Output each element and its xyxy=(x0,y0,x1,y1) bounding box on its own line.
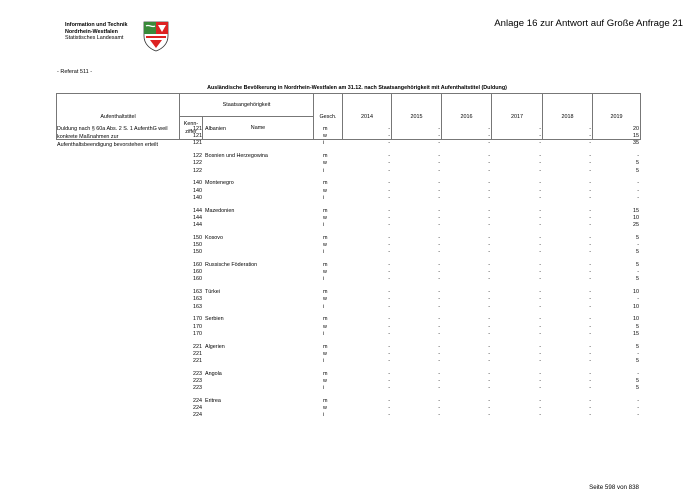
value-cell-2018: - xyxy=(589,187,591,194)
value-cell-2014: - xyxy=(388,316,390,323)
value-cell-2018: - xyxy=(589,269,591,276)
value-cell-2015: - xyxy=(438,207,440,214)
kennziffer-cell: 150 xyxy=(193,249,202,256)
value-cell-2019: 35 xyxy=(633,140,639,147)
aufenthaltstitel-line-1: Duldung nach § 60a Abs. 2 S. 1 AufenthG weil xyxy=(57,126,168,132)
kennziffer-cell: 121 xyxy=(193,126,202,132)
value-cell-2014: - xyxy=(388,262,390,268)
value-cell-2017: - xyxy=(539,398,541,404)
value-cell-2016: - xyxy=(488,316,490,323)
value-cell-2016: - xyxy=(488,194,490,201)
org-line-2: Nordrhein-Westfalen xyxy=(65,28,118,35)
value-cell-2017: - xyxy=(539,207,541,214)
value-cell-2016: - xyxy=(488,303,490,310)
geschlecht-cell: w xyxy=(323,160,327,167)
kennziffer-cell: 224 xyxy=(193,398,202,404)
value-cell-2015: - xyxy=(438,350,440,357)
value-cell-2017: - xyxy=(539,316,541,323)
geschlecht-cell: i xyxy=(323,358,325,364)
geschlecht-cell: m xyxy=(323,398,328,404)
value-cell-2015: - xyxy=(438,412,440,419)
value-cell-2014: - xyxy=(388,323,390,330)
kennziffer-cell: 170 xyxy=(193,323,202,330)
geschlecht-cell: w xyxy=(323,133,327,140)
kennziffer-cell: 121 xyxy=(193,140,202,147)
value-cell-2014: - xyxy=(388,296,390,303)
value-cell-2018: - xyxy=(589,167,591,174)
value-cell-2017: - xyxy=(539,269,541,276)
kennziffer-cell: 224 xyxy=(193,412,202,419)
value-cell-2016: - xyxy=(488,160,490,167)
value-cell-2019: 20 xyxy=(633,126,639,132)
value-cell-2016: - xyxy=(488,126,490,132)
value-cell-2019: - xyxy=(637,405,639,412)
kennziffer-cell: 170 xyxy=(193,316,202,323)
value-cell-2017: - xyxy=(539,249,541,256)
geschlecht-cell: w xyxy=(323,350,327,357)
kennziffer-cell: 122 xyxy=(193,167,202,174)
value-cell-2016: - xyxy=(488,398,490,404)
geschlecht-cell: i xyxy=(323,276,325,283)
value-cell-2015: - xyxy=(438,160,440,167)
value-cell-2019: - xyxy=(637,296,639,303)
geschlecht-cell: w xyxy=(323,405,327,412)
kennziffer-cell: 170 xyxy=(193,330,202,337)
value-cell-2018: - xyxy=(589,234,591,241)
value-cell-2016: - xyxy=(488,187,490,194)
value-cell-2014: - xyxy=(388,370,390,377)
kennziffer-cell: 163 xyxy=(193,296,202,303)
value-cell-2014: - xyxy=(388,167,390,174)
kennziffer-cell: 144 xyxy=(193,222,202,228)
value-cell-2016: - xyxy=(488,385,490,392)
value-cell-2015: - xyxy=(438,234,440,241)
value-cell-2017: - xyxy=(539,160,541,167)
country-name-cell: Kosovo xyxy=(205,234,223,241)
value-cell-2018: - xyxy=(589,194,591,201)
value-cell-2015: - xyxy=(438,187,440,194)
value-cell-2019: 5 xyxy=(636,160,639,167)
kennziffer-cell: 150 xyxy=(193,234,202,241)
value-cell-2017: - xyxy=(539,405,541,412)
geschlecht-cell: w xyxy=(323,269,327,276)
value-cell-2018: - xyxy=(589,398,591,404)
geschlecht-cell: w xyxy=(323,187,327,194)
geschlecht-cell: m xyxy=(323,316,328,323)
col-year-2016: 2016 xyxy=(442,94,492,140)
page-number: Seite 598 von 838 xyxy=(589,484,639,491)
value-cell-2018: - xyxy=(589,412,591,419)
value-cell-2017: - xyxy=(539,370,541,377)
value-cell-2017: - xyxy=(539,126,541,132)
value-cell-2017: - xyxy=(539,303,541,310)
value-cell-2015: - xyxy=(438,276,440,283)
value-cell-2019: 10 xyxy=(633,303,639,310)
value-cell-2018: - xyxy=(589,262,591,268)
country-name-cell: Türkei xyxy=(205,289,220,296)
value-cell-2017: - xyxy=(539,242,541,248)
kennziffer-cell: 150 xyxy=(193,242,202,248)
value-cell-2015: - xyxy=(438,296,440,303)
value-cell-2019: 10 xyxy=(633,214,639,221)
value-cell-2018: - xyxy=(589,358,591,364)
value-cell-2015: - xyxy=(438,133,440,140)
value-cell-2016: - xyxy=(488,153,490,160)
value-cell-2018: - xyxy=(589,207,591,214)
value-cell-2016: - xyxy=(488,242,490,248)
kennziffer-cell: 163 xyxy=(193,289,202,296)
kennziffer-cell: 223 xyxy=(193,385,202,392)
value-cell-2016: - xyxy=(488,276,490,283)
value-cell-2016: - xyxy=(488,214,490,221)
value-cell-2017: - xyxy=(539,330,541,337)
col-staatsangehoerigkeit: Staatsangehörigkeit xyxy=(180,94,314,117)
value-cell-2014: - xyxy=(388,180,390,187)
value-cell-2015: - xyxy=(438,214,440,221)
kennziffer-cell: 144 xyxy=(193,214,202,221)
value-cell-2017: - xyxy=(539,187,541,194)
value-cell-2017: - xyxy=(539,194,541,201)
value-cell-2019: 5 xyxy=(636,385,639,392)
geschlecht-cell: m xyxy=(323,207,328,214)
value-cell-2019: 5 xyxy=(636,323,639,330)
value-cell-2015: - xyxy=(438,194,440,201)
value-cell-2019: 5 xyxy=(636,234,639,241)
value-cell-2018: - xyxy=(589,276,591,283)
value-cell-2016: - xyxy=(488,140,490,147)
value-cell-2015: - xyxy=(438,180,440,187)
geschlecht-cell: i xyxy=(323,385,325,392)
kennziffer-cell: 224 xyxy=(193,405,202,412)
value-cell-2017: - xyxy=(539,358,541,364)
value-cell-2016: - xyxy=(488,222,490,228)
value-cell-2018: - xyxy=(589,316,591,323)
value-cell-2019: 5 xyxy=(636,378,639,384)
value-cell-2019: 10 xyxy=(633,289,639,296)
value-cell-2018: - xyxy=(589,214,591,221)
value-cell-2017: - xyxy=(539,343,541,350)
country-name-cell: Serbien xyxy=(205,316,224,323)
value-cell-2019: 25 xyxy=(633,222,639,228)
value-cell-2018: - xyxy=(589,385,591,392)
org-line-1: Information und Technik xyxy=(65,22,128,28)
geschlecht-cell: w xyxy=(323,378,327,384)
value-cell-2015: - xyxy=(438,153,440,160)
value-cell-2015: - xyxy=(438,262,440,268)
value-cell-2019: 15 xyxy=(633,330,639,337)
aufenthaltstitel-line-3: Aufenthaltsbeendigung bevorstehen erteilt xyxy=(57,142,158,148)
value-cell-2018: - xyxy=(589,378,591,384)
value-cell-2018: - xyxy=(589,249,591,256)
value-cell-2016: - xyxy=(488,412,490,419)
value-cell-2014: - xyxy=(388,350,390,357)
geschlecht-cell: w xyxy=(323,242,327,248)
value-cell-2016: - xyxy=(488,296,490,303)
org-line-3: Statistisches Landesamt xyxy=(65,35,124,42)
col-aufenthaltstitel: Aufenthaltstitel xyxy=(57,94,180,140)
value-cell-2015: - xyxy=(438,242,440,248)
value-cell-2018: - xyxy=(589,289,591,296)
referat-label: - Referat 511 - xyxy=(57,69,93,75)
geschlecht-cell: i xyxy=(323,303,325,310)
value-cell-2014: - xyxy=(388,153,390,160)
country-name-cell: Angola xyxy=(205,370,222,377)
value-cell-2017: - xyxy=(539,296,541,303)
value-cell-2018: - xyxy=(589,133,591,140)
value-cell-2019: 5 xyxy=(636,167,639,174)
value-cell-2019: - xyxy=(637,370,639,377)
value-cell-2015: - xyxy=(438,398,440,404)
kennziffer-cell: 160 xyxy=(193,262,202,268)
aufenthaltstitel-line-2: konkrete Maßnahmen zur xyxy=(57,134,119,140)
geschlecht-cell: i xyxy=(323,140,325,147)
value-cell-2019: - xyxy=(637,187,639,194)
kennziffer-cell: 122 xyxy=(193,160,202,167)
geschlecht-cell: m xyxy=(323,153,328,160)
kennziffer-cell: 163 xyxy=(193,303,202,310)
value-cell-2016: - xyxy=(488,207,490,214)
col-geschlecht: Gesch. xyxy=(314,94,343,140)
kennziffer-cell: 221 xyxy=(193,350,202,357)
value-cell-2016: - xyxy=(488,133,490,140)
value-cell-2019: - xyxy=(637,153,639,160)
value-cell-2018: - xyxy=(589,303,591,310)
value-cell-2014: - xyxy=(388,343,390,350)
kennziffer-cell: 140 xyxy=(193,194,202,201)
value-cell-2019: - xyxy=(637,350,639,357)
country-name-cell: Montenegro xyxy=(205,180,234,187)
geschlecht-cell: m xyxy=(323,343,328,350)
value-cell-2014: - xyxy=(388,126,390,132)
value-cell-2016: - xyxy=(488,269,490,276)
value-cell-2014: - xyxy=(388,269,390,276)
value-cell-2017: - xyxy=(539,378,541,384)
geschlecht-cell: i xyxy=(323,167,325,174)
kennziffer-cell: 140 xyxy=(193,187,202,194)
value-cell-2016: - xyxy=(488,234,490,241)
value-cell-2014: - xyxy=(388,187,390,194)
value-cell-2016: - xyxy=(488,378,490,384)
value-cell-2018: - xyxy=(589,160,591,167)
value-cell-2014: - xyxy=(388,412,390,419)
value-cell-2014: - xyxy=(388,140,390,147)
value-cell-2019: 5 xyxy=(636,276,639,283)
value-cell-2015: - xyxy=(438,167,440,174)
value-cell-2017: - xyxy=(539,289,541,296)
value-cell-2015: - xyxy=(438,385,440,392)
col-year-2019: 2019 xyxy=(593,94,641,140)
value-cell-2014: - xyxy=(388,222,390,228)
value-cell-2016: - xyxy=(488,370,490,377)
kennziffer-cell: 223 xyxy=(193,370,202,377)
geschlecht-cell: w xyxy=(323,214,327,221)
value-cell-2018: - xyxy=(589,140,591,147)
value-cell-2017: - xyxy=(539,276,541,283)
kennziffer-cell: 122 xyxy=(193,153,202,160)
value-cell-2014: - xyxy=(388,160,390,167)
value-cell-2018: - xyxy=(589,343,591,350)
geschlecht-cell: m xyxy=(323,180,328,187)
value-cell-2014: - xyxy=(388,385,390,392)
value-cell-2017: - xyxy=(539,323,541,330)
geschlecht-cell: i xyxy=(323,222,325,228)
geschlecht-cell: w xyxy=(323,296,327,303)
geschlecht-cell: m xyxy=(323,262,328,268)
value-cell-2016: - xyxy=(488,180,490,187)
value-cell-2015: - xyxy=(438,303,440,310)
value-cell-2018: - xyxy=(589,323,591,330)
value-cell-2014: - xyxy=(388,405,390,412)
value-cell-2017: - xyxy=(539,167,541,174)
kennziffer-cell: 144 xyxy=(193,207,202,214)
kennziffer-cell: 221 xyxy=(193,358,202,364)
value-cell-2019: - xyxy=(637,242,639,248)
value-cell-2018: - xyxy=(589,350,591,357)
geschlecht-cell: m xyxy=(323,126,328,132)
col-year-2018: 2018 xyxy=(543,94,593,140)
value-cell-2018: - xyxy=(589,153,591,160)
country-name-cell: Eritrea xyxy=(205,398,221,404)
value-cell-2014: - xyxy=(388,234,390,241)
value-cell-2019: 5 xyxy=(636,249,639,256)
value-cell-2019: 10 xyxy=(633,316,639,323)
value-cell-2019: 5 xyxy=(636,358,639,364)
value-cell-2014: - xyxy=(388,398,390,404)
geschlecht-cell: i xyxy=(323,249,325,256)
geschlecht-cell: i xyxy=(323,194,325,201)
value-cell-2017: - xyxy=(539,350,541,357)
geschlecht-cell: m xyxy=(323,234,328,241)
country-name-cell: Russische Föderation xyxy=(205,262,258,268)
kennziffer-cell: 140 xyxy=(193,180,202,187)
value-cell-2015: - xyxy=(438,126,440,132)
col-year-2017: 2017 xyxy=(492,94,543,140)
value-cell-2015: - xyxy=(438,370,440,377)
geschlecht-cell: i xyxy=(323,330,325,337)
value-cell-2016: - xyxy=(488,289,490,296)
col-year-2015: 2015 xyxy=(392,94,442,140)
kennziffer-cell: 160 xyxy=(193,276,202,283)
value-cell-2018: - xyxy=(589,405,591,412)
value-cell-2017: - xyxy=(539,133,541,140)
value-cell-2016: - xyxy=(488,405,490,412)
value-cell-2016: - xyxy=(488,167,490,174)
value-cell-2017: - xyxy=(539,412,541,419)
col-name: Name xyxy=(203,117,314,140)
value-cell-2014: - xyxy=(388,276,390,283)
value-cell-2015: - xyxy=(438,222,440,228)
value-cell-2016: - xyxy=(488,249,490,256)
value-cell-2017: - xyxy=(539,385,541,392)
value-cell-2017: - xyxy=(539,234,541,241)
country-name-cell: Bosnien und Herzegowina xyxy=(205,153,268,160)
value-cell-2019: - xyxy=(637,180,639,187)
value-cell-2018: - xyxy=(589,126,591,132)
value-cell-2016: - xyxy=(488,330,490,337)
value-cell-2017: - xyxy=(539,222,541,228)
value-cell-2014: - xyxy=(388,194,390,201)
value-cell-2014: - xyxy=(388,242,390,248)
kennziffer-cell: 221 xyxy=(193,343,202,350)
value-cell-2019: 15 xyxy=(633,207,639,214)
value-cell-2017: - xyxy=(539,262,541,268)
kennziffer-cell: 160 xyxy=(193,269,202,276)
kennziffer-cell: 223 xyxy=(193,378,202,384)
value-cell-2018: - xyxy=(589,296,591,303)
value-cell-2016: - xyxy=(488,350,490,357)
table-title: Ausländische Bevölkerung in Nordrhein-Westfalen am 31.12. nach Staatsangehörigkeit mit Aufenthaltstitel (Duldung) xyxy=(207,85,507,91)
kennziffer-cell: 121 xyxy=(193,133,202,140)
value-cell-2015: - xyxy=(438,323,440,330)
value-cell-2015: - xyxy=(438,343,440,350)
value-cell-2015: - xyxy=(438,249,440,256)
value-cell-2015: - xyxy=(438,405,440,412)
value-cell-2014: - xyxy=(388,289,390,296)
value-cell-2014: - xyxy=(388,330,390,337)
value-cell-2019: - xyxy=(637,398,639,404)
country-name-cell: Mazedonien xyxy=(205,207,235,214)
value-cell-2014: - xyxy=(388,133,390,140)
value-cell-2016: - xyxy=(488,323,490,330)
value-cell-2014: - xyxy=(388,249,390,256)
value-cell-2016: - xyxy=(488,343,490,350)
value-cell-2017: - xyxy=(539,153,541,160)
value-cell-2018: - xyxy=(589,330,591,337)
value-cell-2019: - xyxy=(637,194,639,201)
value-cell-2014: - xyxy=(388,303,390,310)
value-cell-2015: - xyxy=(438,289,440,296)
value-cell-2015: - xyxy=(438,269,440,276)
value-cell-2019: 15 xyxy=(633,133,639,140)
value-cell-2015: - xyxy=(438,358,440,364)
value-cell-2014: - xyxy=(388,207,390,214)
value-cell-2014: - xyxy=(388,214,390,221)
anlage-heading: Anlage 16 zur Antwort auf Große Anfrage 21 xyxy=(494,18,683,29)
value-cell-2018: - xyxy=(589,242,591,248)
value-cell-2018: - xyxy=(589,370,591,377)
geschlecht-cell: m xyxy=(323,370,328,377)
col-year-2014: 2014 xyxy=(343,94,392,140)
value-cell-2016: - xyxy=(488,262,490,268)
value-cell-2019: - xyxy=(637,269,639,276)
value-cell-2014: - xyxy=(388,358,390,364)
value-cell-2015: - xyxy=(438,378,440,384)
value-cell-2015: - xyxy=(438,316,440,323)
value-cell-2017: - xyxy=(539,180,541,187)
country-name-cell: Algerien xyxy=(205,343,225,350)
value-cell-2015: - xyxy=(438,330,440,337)
value-cell-2016: - xyxy=(488,358,490,364)
value-cell-2014: - xyxy=(388,378,390,384)
value-cell-2019: - xyxy=(637,412,639,419)
value-cell-2019: 5 xyxy=(636,262,639,268)
geschlecht-cell: m xyxy=(323,289,328,296)
value-cell-2018: - xyxy=(589,222,591,228)
value-cell-2015: - xyxy=(438,140,440,147)
geschlecht-cell: i xyxy=(323,412,325,419)
value-cell-2018: - xyxy=(589,180,591,187)
value-cell-2017: - xyxy=(539,140,541,147)
geschlecht-cell: w xyxy=(323,323,327,330)
value-cell-2019: 5 xyxy=(636,343,639,350)
value-cell-2017: - xyxy=(539,214,541,221)
col-kennziffer: Kenn- ziffer xyxy=(180,117,203,140)
country-name-cell: Albanien xyxy=(205,126,226,132)
